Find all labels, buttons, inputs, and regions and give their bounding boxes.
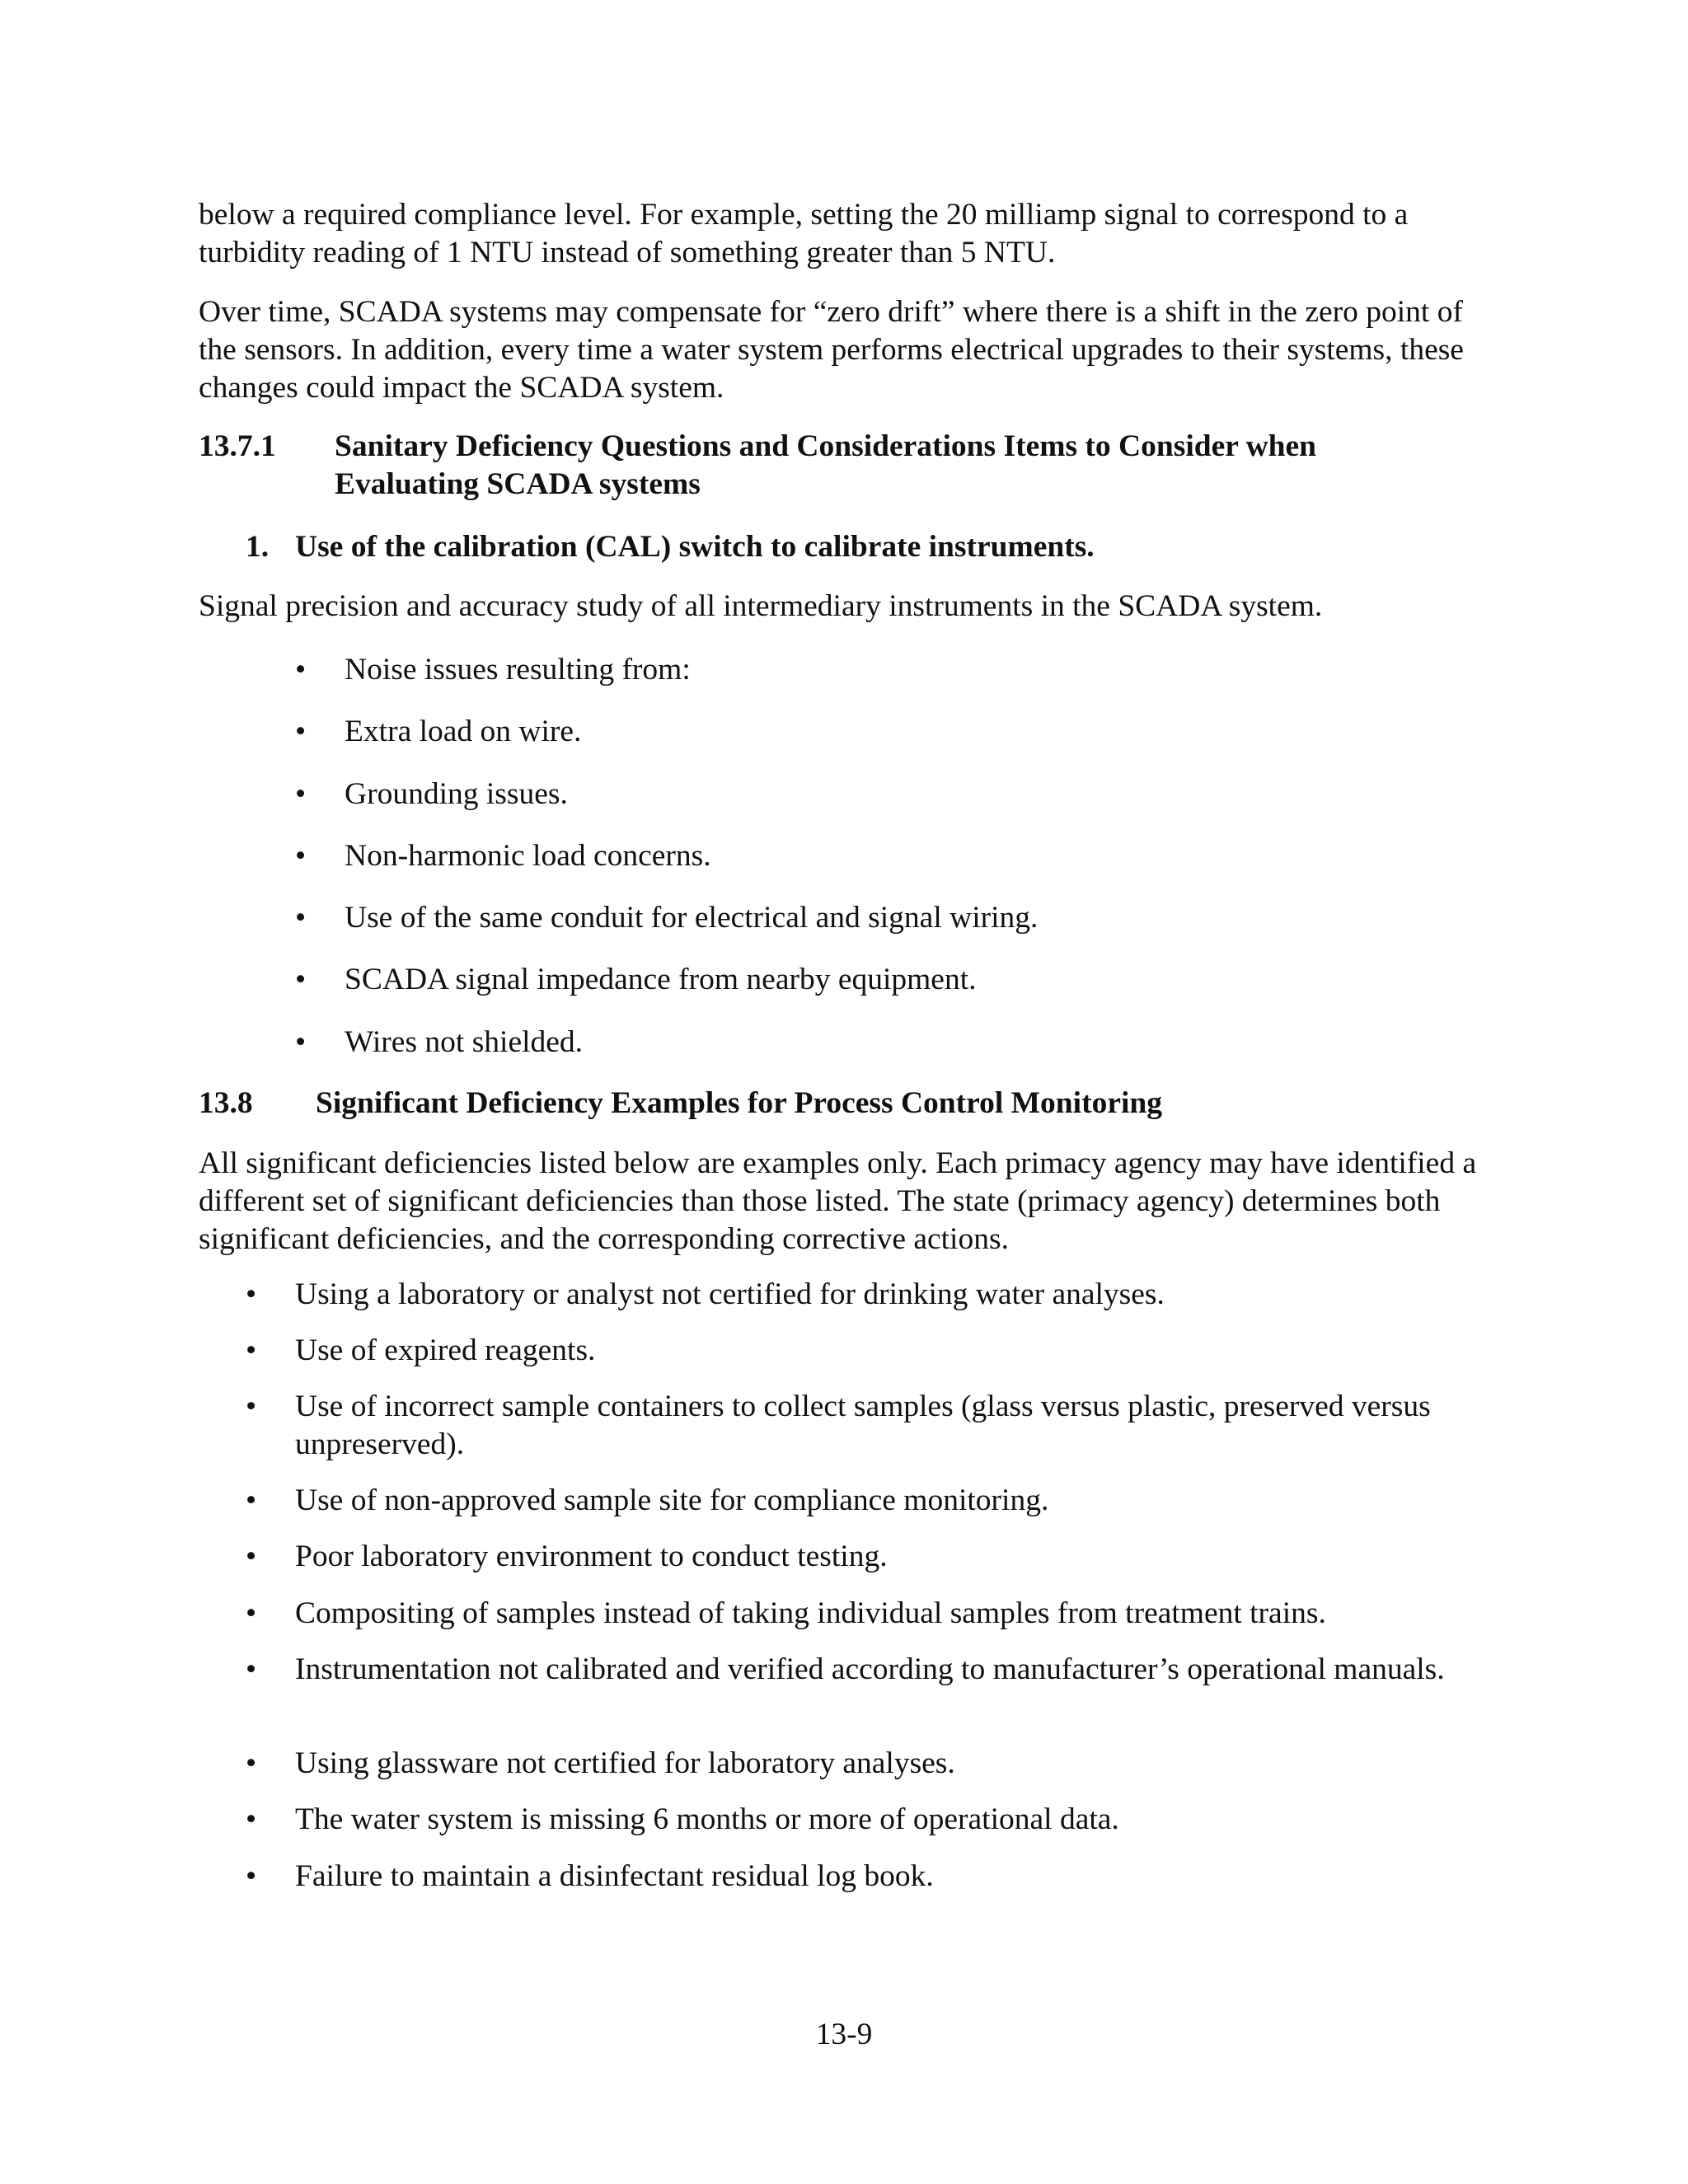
list-item: Poor laboratory environment to conduct testing. — [295, 1540, 888, 1573]
list-item: Compositing of samples instead of taking individual samples from treatment trains. — [295, 1596, 1326, 1630]
list-item: Non-harmonic load concerns. — [345, 839, 711, 873]
section-title: Significant Deficiency Examples for Process Control Monitoring — [316, 1086, 1162, 1120]
bullet-marker: • — [246, 1390, 257, 1423]
item-number: 1. — [246, 530, 270, 564]
bullet-marker: • — [246, 1746, 257, 1780]
list-item: Noise issues resulting from: — [345, 653, 691, 687]
list-item: Using glassware not certified for laboratory analyses. — [295, 1746, 955, 1780]
bullet-marker: • — [295, 1025, 307, 1059]
item-text: Use of the calibration (CAL) switch to calibrate instruments. — [295, 530, 1095, 564]
list-item: Instrumentation not calibrated and verified according to manufacturer’s operational manuals. — [295, 1652, 1445, 1686]
list-item: Extra load on wire. — [345, 715, 582, 748]
section-number: 13.7.1 — [199, 429, 276, 463]
bullet-marker: • — [295, 715, 307, 748]
intro-paragraph-2: Over time, SCADA systems may compensate for “zero drift” where there is a shift in the zero point of the sensors. In addition, every time a water system performs electrical upgrades to their systems, these changes could impact the SCADA system. — [199, 295, 1464, 405]
page-number: 13-9 — [815, 2018, 873, 2051]
list-item: Grounding issues. — [345, 777, 568, 811]
bullet-marker: • — [246, 1859, 257, 1893]
significant-deficiencies-paragraph: All significant deficiencies listed below are examples only. Each primacy agency may have identified a different set of significant deficiencies than those listed. The state (primacy agency) determines both significant deficiencies, and the corresponding corrective actions. — [199, 1146, 1477, 1256]
bullet-marker: • — [295, 963, 307, 996]
intro-paragraph-1: below a required compliance level. For example, setting the 20 milliamp signal to correspond to a turbidity reading of 1 NTU instead of something greater than 5 NTU. — [199, 198, 1409, 269]
list-item: Use of expired reagents. — [295, 1333, 596, 1367]
list-item: The water system is missing 6 months or more of operational data. — [295, 1802, 1119, 1836]
bullet-marker: • — [246, 1802, 257, 1836]
bullet-marker: • — [246, 1333, 257, 1367]
list-item: Using a laboratory or analyst not certified for drinking water analyses. — [295, 1277, 1165, 1311]
list-item: Failure to maintain a disinfectant residual log book. — [295, 1859, 934, 1893]
list-item: Use of incorrect sample containers to collect samples (glass versus plastic, preserved versus unpreserved). — [295, 1390, 1431, 1461]
list-item: Use of the same conduit for electrical and signal wiring. — [345, 901, 1039, 935]
list-item: Use of non-approved sample site for compliance monitoring. — [295, 1483, 1049, 1517]
bullet-marker: • — [246, 1540, 257, 1573]
bullet-marker: • — [295, 777, 307, 811]
bullet-marker: • — [295, 901, 307, 935]
bullet-marker: • — [295, 839, 307, 873]
bullet-marker: • — [246, 1483, 257, 1517]
section-number: 13.8 — [199, 1086, 253, 1120]
bullet-marker: • — [246, 1652, 257, 1686]
list-item: SCADA signal impedance from nearby equipment. — [345, 963, 977, 996]
section-title-line-1: Sanitary Deficiency Questions and Considerations Items to Consider when — [335, 429, 1317, 463]
list-item: Wires not shielded. — [345, 1025, 584, 1059]
bullet-marker: • — [246, 1277, 257, 1311]
bullet-marker: • — [295, 653, 307, 687]
bullet-marker: • — [246, 1596, 257, 1630]
section-title-line-2: Evaluating SCADA systems — [335, 467, 701, 501]
signal-precision-paragraph: Signal precision and accuracy study of all intermediary instruments in the SCADA system. — [199, 589, 1323, 623]
